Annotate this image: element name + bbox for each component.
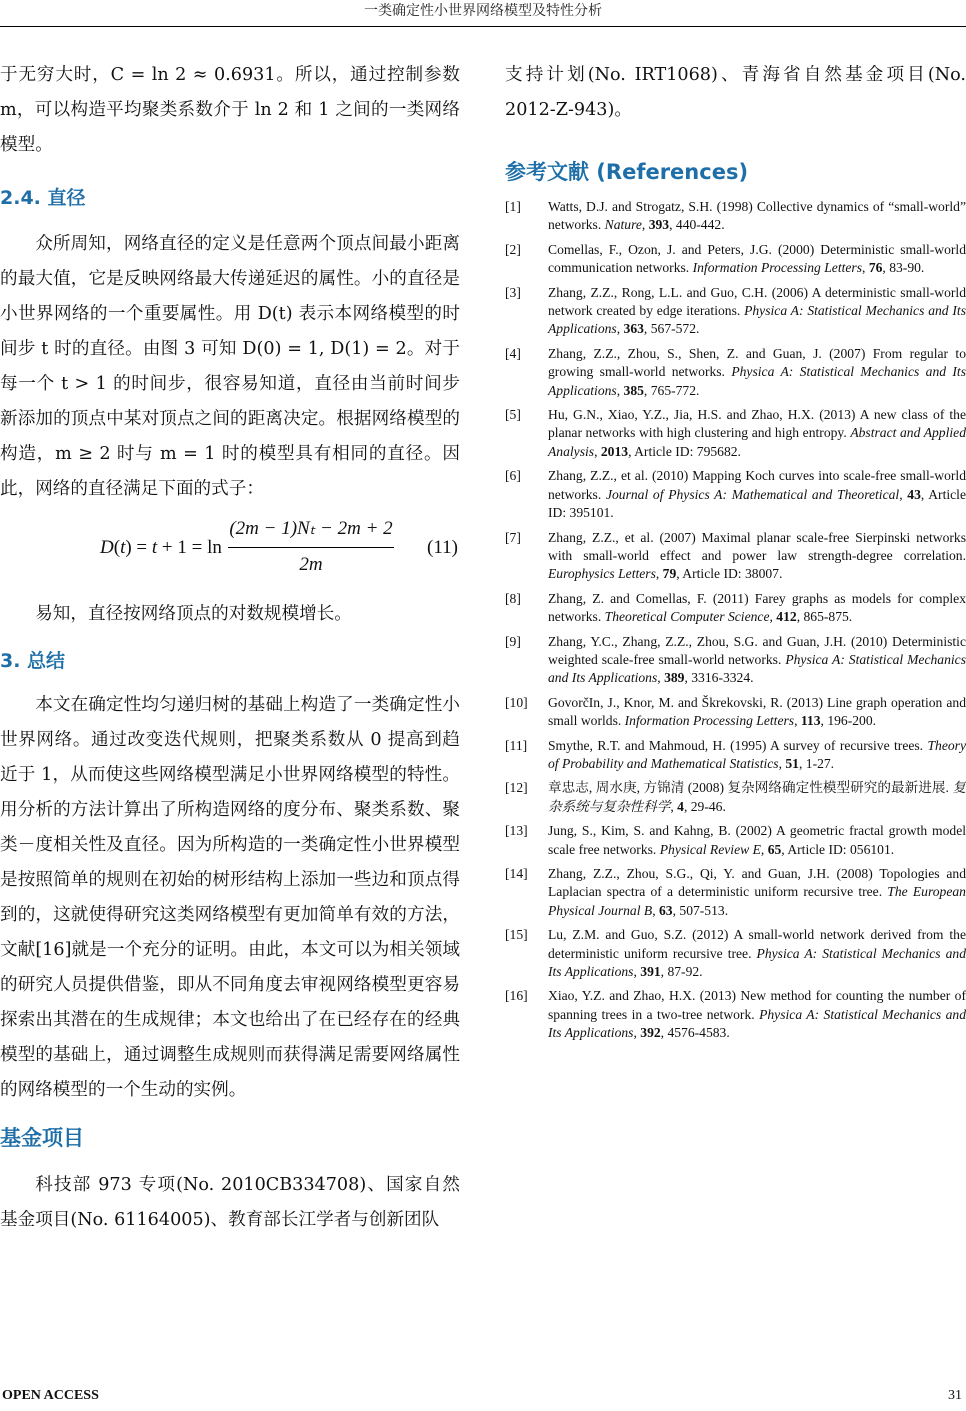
reference-item: [9] Zhang, Y.C., Zhang, Z.Z., Zhou, S.G. and Guan, J.H. (2010) Deterministic weighted scale-free small-world networks. Physica A: Statistical Mechanics and Its Applications, 389, 3316-3324.: [505, 633, 966, 686]
reference-number: [11]: [505, 737, 528, 753]
open-access-label: OPEN ACCESS: [2, 1388, 99, 1403]
reference-pages: , 4576-4583.: [660, 1025, 730, 1041]
equation-denominator: 2m: [299, 554, 323, 575]
paragraph-funding: 科技部 973 专项(No. 2010CB334708)、国家自然基金项目(No. 61164005)、教育部长江学者与创新团队: [0, 1175, 460, 1230]
reference-text: Zhang, Z.Z., Zhou, S.G., Qi, Y. and Guan, J.H. (2008) Topologies and Laplacian spectra of a deterministic uniform recursive tree.: [548, 866, 966, 900]
reference-pages: , 507-513.: [672, 902, 729, 918]
reference-text: Xiao, Y.Z. and Zhao, H.X. (2013) New method for counting the number of spanning trees in a two-tree network.: [548, 988, 966, 1022]
reference-number: [8]: [505, 590, 521, 606]
reference-text: Zhang, Z.Z., et al. (2010) Mapping Koch curves into scale-free small-world networks.: [548, 468, 966, 502]
reference-volume: 363: [623, 321, 644, 337]
reference-journal: Physical Review E: [659, 841, 761, 857]
left-column: [0, 58, 460, 1238]
reference-item: [14] Zhang, Z.Z., Zhou, S.G., Qi, Y. and Guan, J.H. (2008) Topologies and Laplacian spectra of a deterministic uniform recursive tree. The European Physical Journal B, 63, 507-513.: [505, 866, 966, 918]
reference-number: [16]: [505, 988, 528, 1004]
reference-number: [6]: [505, 468, 521, 484]
reference-pages: , Article ID: 395101.: [548, 486, 966, 521]
reference-text: Smythe, R.T. and Mahmoud, H. (1995) A survey of recursive trees.: [548, 737, 928, 753]
page-number: 31: [948, 1388, 962, 1403]
reference-number: [10]: [505, 694, 528, 710]
reference-item: [12] 章忠志, 周水庚, 方锦清 (2008) 复杂网络确定性模型研究的最新进展. 复杂系统与复杂性科学, 4, 29-46.: [505, 780, 966, 814]
section-heading-funding: 基金项目: [0, 1126, 84, 1150]
fraction-bar: [228, 547, 394, 548]
reference-pages: , 865-875.: [796, 609, 853, 625]
right-column: [505, 58, 966, 1049]
reference-number: [1]: [505, 199, 521, 214]
reference-item: [1] Watts, D.J. and Strogatz, S.H. (1998) Collective dynamics of “small-world” networks. Nature, 393, 440-442.: [505, 199, 966, 233]
reference-journal: Physica A: Statistical Mechanics and Its Applications: [548, 303, 966, 337]
reference-volume: 43: [907, 486, 921, 502]
reference-item: [2] Comellas, F., Ozon, J. and Peters, J.G. (2000) Deterministic small-world communication networks. Information Processing Letters, 76, 83-90.: [505, 241, 966, 276]
reference-volume: 392: [640, 1025, 661, 1041]
reference-item: [15] Lu, Z.M. and Guo, S.Z. (2012) A small-world network derived from the deterministic uniform recursive tree. Physica A: Statistical Mechanics and Its Applications, 391, 87-92.: [505, 927, 966, 980]
reference-journal: Abstract and Applied Analysis: [548, 425, 966, 459]
reference-pages: , Article ID: 38007.: [676, 566, 783, 582]
reference-journal: Europhysics Letters: [548, 566, 656, 582]
section-heading-summary: 3. 总结: [0, 650, 66, 672]
running-title: 一类确定性小世界网络模型及特性分析: [364, 3, 602, 19]
reference-journal: Physica A: Statistical Mechanics and Its Applications: [548, 364, 966, 398]
reference-pages: , 83-90.: [882, 260, 925, 276]
reference-volume: 2013: [600, 443, 629, 459]
reference-item: [6] Zhang, Z.Z., et al. (2010) Mapping Koch curves into scale-free small-world networks. Journal of Physics A: Mathematical and Theoretical, 43, Article ID: 395101.: [505, 468, 966, 521]
reference-item: [13] Jung, S., Kim, S. and Kahng, B. (2002) A geometric fractal growth model scale free networks. Physical Review E, 65, Article ID: 056101.: [505, 823, 966, 857]
reference-item: [8] Zhang, Z. and Comellas, F. (2011) Farey graphs as models for complex networks. Theoretical Computer Science, 412, 865-875.: [505, 590, 966, 625]
reference-volume: 391: [640, 964, 661, 980]
reference-journal: Physica A: Statistical Mechanics and Its Applications: [548, 945, 966, 980]
reference-item: [5] Hu, G.N., Xiao, Y.Z., Jia, H.S. and Zhao, H.X. (2013) A new class of the planar networks with high clustering and high entropy. Abstract and Applied Analysis, 2013, Article ID: 795682.: [505, 407, 966, 459]
reference-volume: 412: [776, 609, 797, 625]
reference-text: Zhang, Z.Z., Rong, L.L. and Guo, C.H. (2006) A deterministic small-world network created by edge iterations.: [548, 284, 966, 319]
reference-journal: Journal of Physics A: Mathematical and Theoretical: [605, 486, 900, 502]
paragraph-clustering-tail: 于无穷大时，C = ln 2 ≈ 0.6931。所以，通过控制参数 m，可以构造平均聚类系数介于 ln 2 和 1 之间的一类网络模型。: [0, 65, 460, 155]
reference-journal: Theory of Probability and Mathematical Statistics: [548, 737, 966, 771]
reference-text: Zhang, Y.C., Zhang, Z.Z., Zhou, S.G. and Guan, J.H. (2010) Deterministic weighted scale-free small-world networks.: [548, 633, 966, 667]
paragraph-diameter: 众所周知，网络直径的定义是任意两个顶点间最小距离的最大值，它是反映网络最大传递延迟的属性。小的直径是小世界网络的一个重要属性。用 D(t) 表示本网络模型的时间步 t 时的直径。由图 3 可知 D(0) = 1, D(1) = 2。对于每一个 t > 1 的时间步，很容易知道，直径由当前时间步新添加的顶点中某对顶点之间的距离决定。根据网络模型的构造，m ≥ 2 时与 m = 1 时的模型具有相同的直径。因此，网络的直径满足下面的式子：: [0, 234, 460, 499]
section-heading-diameter: 2.4. 直径: [0, 187, 86, 209]
reference-number: [3]: [505, 284, 521, 300]
reference-pages: , 765-772.: [643, 382, 700, 398]
reference-text: GovorčIn, J., Knor, M. and Škrekovski, R. (2013) Line graph operation and small worlds.: [548, 694, 966, 729]
reference-volume: 393: [648, 217, 670, 233]
reference-journal: 复杂系统与复杂性科学: [548, 780, 966, 814]
header-rule: [0, 26, 966, 27]
reference-volume: 63: [659, 902, 673, 918]
reference-pages: , Article ID: 056101.: [781, 841, 895, 857]
reference-pages: , 440-442.: [669, 217, 725, 233]
reference-text: Hu, G.N., Xiao, Y.Z., Jia, H.S. and Zhao, H.X. (2013) A new class of the planar networks with high clustering and high entropy.: [548, 407, 966, 441]
equation-11: [0, 513, 460, 591]
reference-item: [7] Zhang, Z.Z., et al. (2007) Maximal planar scale-free Sierpinski networks with small-world effect and power law strength-degree correlation. Europhysics Letters, 79, Article ID: 38007.: [505, 529, 966, 582]
reference-pages: , 3316-3324.: [684, 670, 754, 686]
paragraph-funding-continued: 支持计划(No. IRT1068)、青海省自然基金项目(No. 2012-Z-943)。: [505, 65, 966, 120]
reference-number: [9]: [505, 633, 521, 649]
reference-number: [2]: [505, 241, 521, 257]
reference-journal: Information Processing Letters: [692, 260, 863, 276]
reference-pages: , 1-27.: [798, 755, 835, 771]
reference-text: Zhang, Z.Z., et al. (2007) Maximal planar scale-free Sierpinski networks with small-world effect and power law strength-degree correlation.: [548, 529, 966, 563]
reference-journal: The European Physical Journal B: [548, 884, 966, 918]
reference-number: [13]: [505, 823, 528, 839]
paragraph-log-growth: 易知，直径按网络顶点的对数规模增长。: [35, 604, 352, 624]
equation-lhs: D(t) = t + 1 = ln: [100, 537, 222, 558]
reference-text: Comellas, F., Ozon, J. and Peters, J.G. (2000) Deterministic small-world communication networks.: [548, 241, 966, 276]
reference-volume: 51: [785, 755, 799, 771]
reference-journal: Physica A: Statistical Mechanics and Its Applications: [548, 1006, 966, 1041]
reference-volume: 113: [800, 713, 821, 729]
reference-number: [5]: [505, 407, 521, 423]
reference-item: [10] GovorčIn, J., Knor, M. and Škrekovski, R. (2013) Line graph operation and small worlds. Information Processing Letters, 113, 196-200.: [505, 694, 966, 729]
reference-text: Lu, Z.M. and Guo, S.Z. (2012) A small-world network derived from the deterministic uniform recursive tree.: [548, 927, 966, 961]
reference-volume: 385: [623, 382, 644, 398]
reference-text: Watts, D.J. and Strogatz, S.H. (1998) Collective dynamics of “small-world” networks.: [548, 199, 966, 233]
equation-number: (11): [427, 537, 458, 558]
reference-item: [3] Zhang, Z.Z., Rong, L.L. and Guo, C.H. (2006) A deterministic small-world network created by edge iterations. Physica A: Statistical Mechanics and Its Applications, 363, 567-572.: [505, 284, 966, 337]
reference-number: [12]: [505, 780, 528, 796]
reference-text: 章忠志, 周水庚, 方锦清 (2008) 复杂网络确定性模型研究的最新进展.: [548, 780, 953, 796]
reference-pages: , Article ID: 795682.: [628, 443, 741, 459]
reference-number: [4]: [505, 345, 521, 361]
paragraph-summary: 本文在确定性均匀递归树的基础上构造了一类确定性小世界网络。通过改变迭代规则，把聚类系数从 0 提高到趋近于 1，从而使这些网络模型满足小世界网络模型的特性。用分析的方法计算出了所构造网络的度分布、聚类系数、聚类－度相关性及直径。因为所构造的一类确定性小世界模型是按照简单的规则在初始的树形结构上添加一些边和顶点得到的，这就使得研究这类网络模型有更加简单有效的方法，文献[16]就是一个充分的证明。由此，本文可以为相关领域的研究人员提供借鉴，即从不同角度去审视网络模型更容易探索出其潜在的生成规律；本文也给出了在已经存在的经典模型的基础上，通过调整生成规则而获得满足需要网络属性的网络模型的一个生动的实例。: [0, 695, 460, 1100]
reference-journal: Information Processing Letters: [624, 713, 795, 729]
reference-number: [7]: [505, 529, 521, 545]
reference-item: [4] Zhang, Z.Z., Zhou, S., Shen, Z. and Guan, J. (2007) From regular to growing small-world networks. Physica A: Statistical Mechanics and Its Applications, 385, 765-772.: [505, 345, 966, 398]
equation-fraction: [228, 513, 394, 580]
reference-volume: 79: [662, 566, 677, 582]
reference-number: [14]: [505, 866, 528, 881]
reference-text: Zhang, Z. and Comellas, F. (2011) Farey graphs as models for complex networks.: [548, 590, 966, 625]
reference-text: Jung, S., Kim, S. and Kahng, B. (2002) A geometric fractal growth model scale free networks.: [548, 823, 966, 857]
section-heading-references: 参考文献 (References): [505, 160, 749, 184]
reference-text: Zhang, Z.Z., Zhou, S., Shen, Z. and Guan, J. (2007) From regular to growing small-world networks.: [548, 345, 966, 380]
reference-journal: Physica A: Statistical Mechanics and Its Applications: [548, 651, 966, 686]
reference-pages: , 87-92.: [660, 964, 703, 980]
reference-volume: 389: [664, 670, 685, 686]
reference-volume: 65: [767, 841, 782, 857]
reference-volume: 76: [868, 260, 883, 276]
equation-numerator: (2m − 1)Nₜ − 2m + 2: [229, 518, 393, 539]
reference-pages: , 196-200.: [820, 713, 877, 729]
reference-journal: Theoretical Computer Science: [604, 609, 770, 625]
reference-item: [11] Smythe, R.T. and Mahmoud, H. (1995) A survey of recursive trees. Theory of Probability and Mathematical Statistics, 51, 1-27.: [505, 737, 966, 771]
reference-journal: Nature: [604, 217, 642, 233]
reference-number: [15]: [505, 927, 528, 943]
page-footer: [0, 1382, 966, 1404]
reference-list: [505, 198, 966, 1043]
reference-pages: , 567-572.: [643, 321, 700, 337]
reference-pages: , 29-46.: [683, 798, 726, 814]
reference-volume: 4: [677, 798, 684, 814]
reference-item: [16] Xiao, Y.Z. and Zhao, H.X. (2013) New method for counting the number of spanning trees in a two-tree network. Physica A: Statistical Mechanics and Its Applications, 392, 4576-4583.: [505, 988, 966, 1041]
